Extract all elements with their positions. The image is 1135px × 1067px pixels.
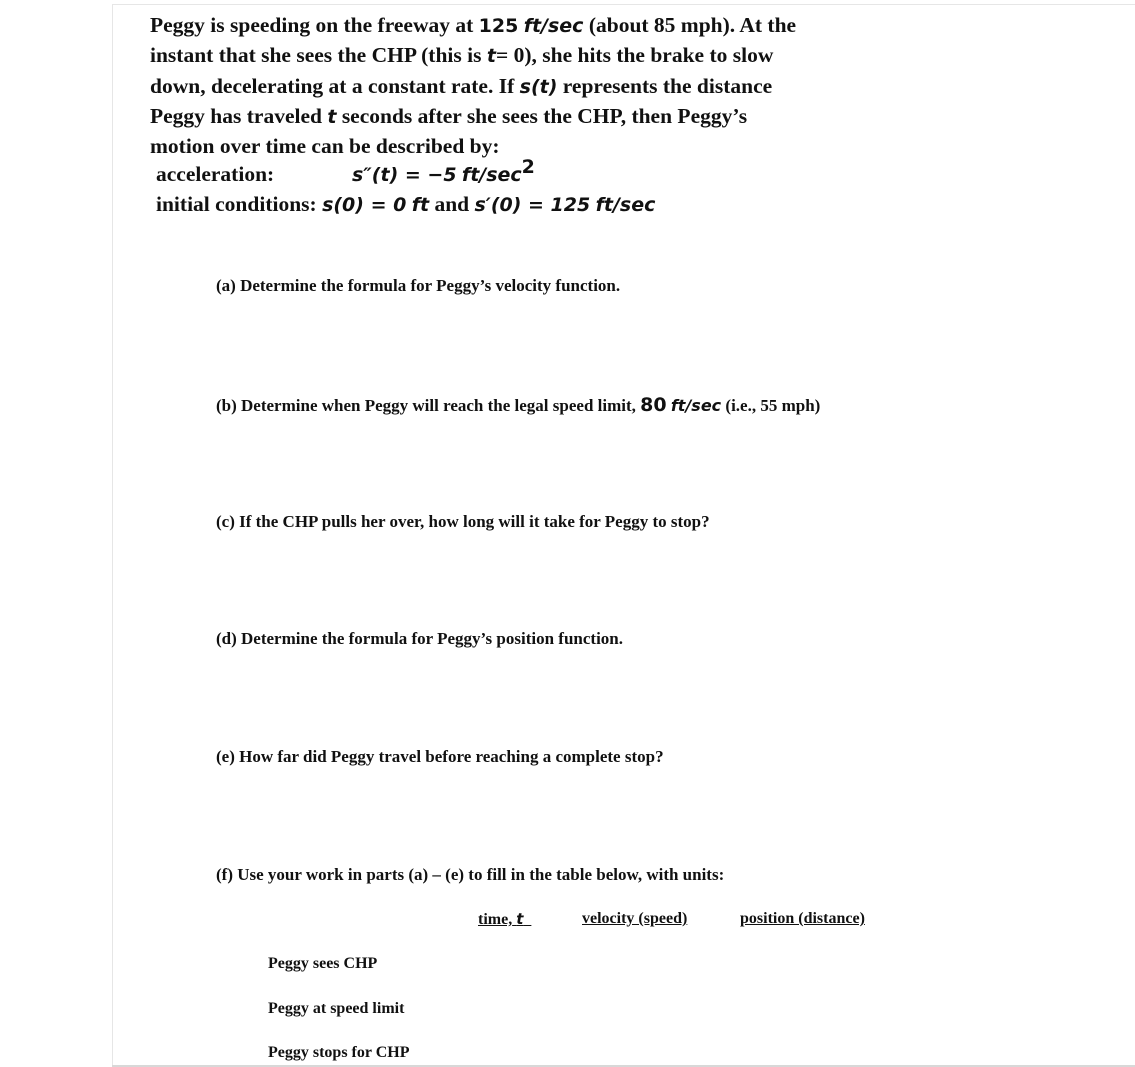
- table-row: Peggy at speed limit: [268, 1000, 405, 1017]
- initial-position: s(0) = 0: [322, 194, 407, 216]
- time-header-label: time,: [478, 911, 513, 928]
- intro-text: seconds after she sees the CHP, then Peggy’s: [341, 103, 748, 128]
- page-left-border: [112, 4, 113, 1067]
- intro-text: instant that she sees the CHP (this is: [150, 43, 482, 68]
- table-row: Peggy stops for CHP: [268, 1044, 410, 1061]
- speed-unit: ft/sec: [523, 15, 584, 37]
- time-header-variable: t: [516, 910, 524, 928]
- intro-text: = 0), she hits the brake to slow: [495, 43, 774, 68]
- question-b-text: (b) Determine when Peggy will reach the legal speed limit,: [216, 396, 636, 415]
- intro-text: represents the distance: [562, 73, 773, 98]
- acceleration-line: [156, 155, 916, 187]
- question-f: (f) Use your work in parts (a) – (e) to fill in the table below, with units:: [216, 865, 725, 884]
- acceleration-exponent: 2: [521, 155, 535, 178]
- acceleration-expression: s″(t) = −5: [352, 164, 457, 186]
- question-a: (a) Determine the formula for Peggy’s velocity function.: [216, 276, 621, 295]
- table-header-position: position (distance): [740, 910, 865, 927]
- time-variable: t: [486, 45, 496, 68]
- speed-limit-value: 80: [640, 394, 667, 416]
- question-b-tail: (i.e., 55 mph): [725, 396, 821, 415]
- intro-text: down, decelerating at a constant rate. If: [150, 73, 515, 98]
- initial-velocity: s′(0) = 125: [474, 194, 591, 216]
- intro-text: Peggy has traveled: [150, 103, 322, 128]
- table-row: Peggy sees CHP: [268, 955, 378, 972]
- initial-conditions-line: [156, 192, 916, 217]
- position-unit: ft: [411, 194, 430, 216]
- table-header-velocity: velocity (speed): [582, 910, 688, 927]
- intro-line-2: [150, 40, 910, 70]
- page-top-border: [112, 4, 1135, 5]
- intro-text: (about 85 mph). At the: [588, 13, 797, 37]
- velocity-unit: ft/sec: [595, 194, 656, 216]
- table-header-time: [478, 910, 531, 929]
- initial-conditions-label: initial conditions:: [156, 192, 317, 216]
- position-function: s(t): [519, 75, 558, 98]
- time-variable: t: [327, 105, 337, 128]
- question-c: (c) If the CHP pulls her over, how long will it take for Peggy to stop?: [216, 512, 710, 531]
- acceleration-unit: ft/sec: [461, 164, 522, 186]
- intro-line-1: [150, 10, 910, 40]
- question-b: [216, 394, 820, 416]
- conjunction: and: [434, 192, 470, 216]
- acceleration-label: acceleration:: [156, 162, 275, 186]
- question-e: (e) How far did Peggy travel before reaching a complete stop?: [216, 747, 664, 766]
- initial-speed-value: 125: [478, 15, 519, 37]
- question-d: (d) Determine the formula for Peggy’s position function.: [216, 629, 624, 648]
- intro-text: motion over time can be described by:: [150, 134, 500, 159]
- problem-intro: [150, 10, 910, 161]
- intro-line-3: [150, 71, 910, 101]
- intro-line-4: [150, 101, 910, 131]
- speed-limit-unit: ft/sec: [670, 396, 722, 415]
- intro-text: Peggy is speeding on the freeway at: [150, 13, 474, 37]
